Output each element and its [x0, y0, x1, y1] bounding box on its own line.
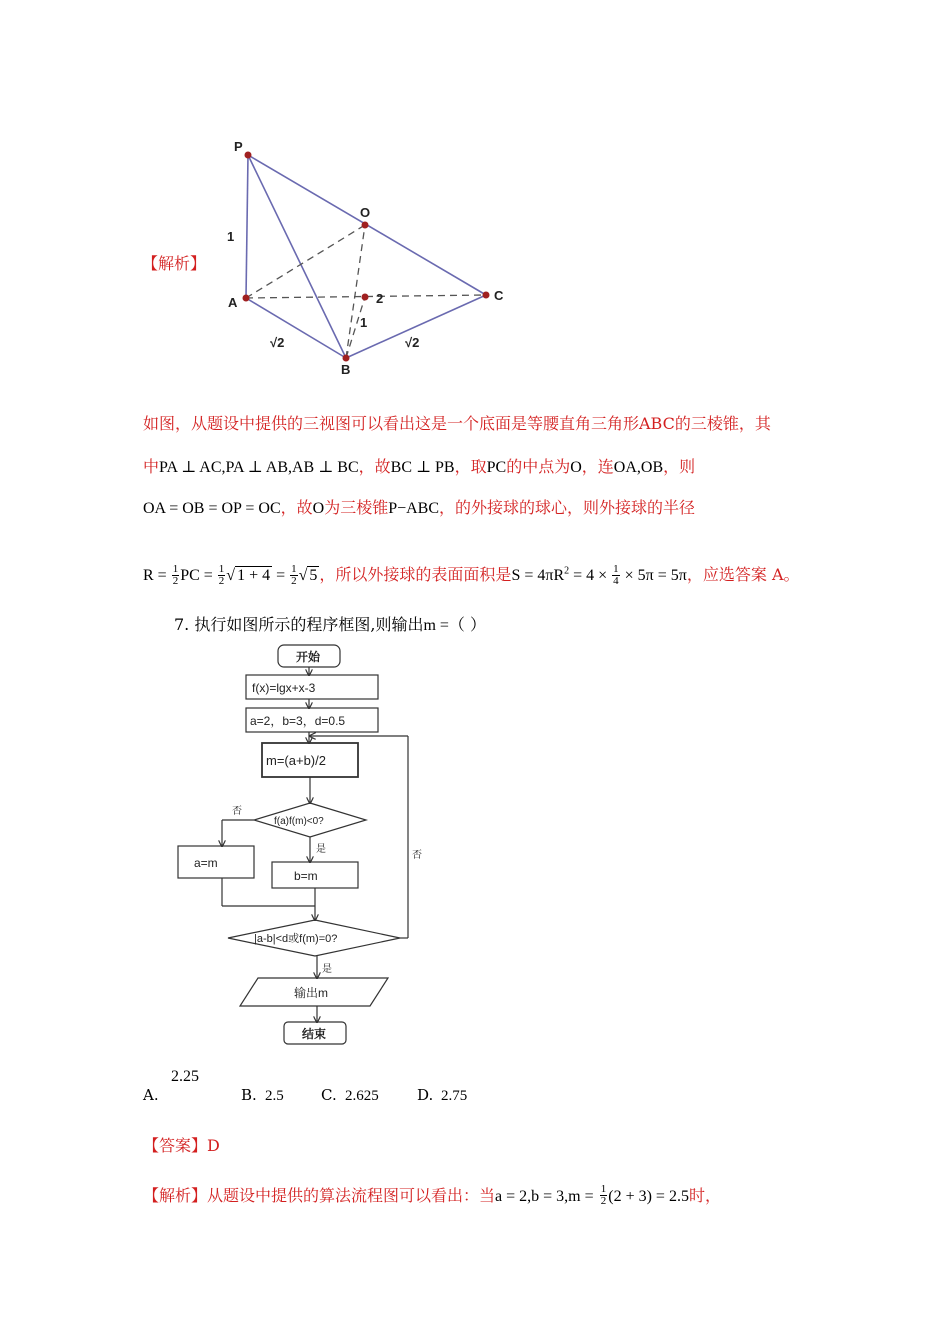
question-text: 7. 执行如图所示的程序框图,则输出	[174, 615, 424, 634]
label-o: O	[360, 205, 371, 220]
label-bc-length: √2	[405, 335, 420, 350]
fraction-quarter: $\frac{1}{4}$	[613, 562, 619, 587]
yes2-label: 是	[322, 964, 332, 975]
solution-tail: 时，	[688, 1186, 721, 1205]
no2-label: 否	[412, 850, 422, 861]
cond1-label: f(a)f(m)<0?	[274, 816, 324, 827]
yes1-label: 是	[316, 844, 326, 855]
mid-label: m=(a+b)/2	[266, 753, 326, 768]
analysis-text: ，的外接球的球心，则外接球的半径	[439, 498, 696, 517]
label-mid-length-h: 2	[376, 291, 384, 306]
analysis-line-1: 如图，从题设中提供的三视图可以看出这是一个底面是等腰直角三角形ABC的三棱锥，其	[143, 414, 771, 433]
surface-formula: S = 4πR	[511, 567, 565, 584]
analysis-text: 的中点为	[506, 457, 571, 476]
output-label: 输出m	[294, 986, 328, 1000]
fraction-half: $\frac{1}{2}$	[172, 562, 179, 587]
equals-four: = 4 ×	[573, 567, 608, 584]
analysis-text: ，连	[581, 457, 614, 476]
radicand-5: 5	[309, 567, 318, 584]
fraction-half: $\frac{1}{2}$	[291, 562, 297, 587]
edge-ob-dashed	[346, 225, 368, 358]
flowchart	[170, 640, 430, 1050]
analysis-text: ，取	[454, 457, 487, 476]
edge-pa	[246, 155, 248, 298]
option-b-label: B.	[241, 1086, 257, 1104]
analysis-text: ，故	[358, 457, 391, 476]
label-a: A	[228, 295, 238, 310]
analysis-math: PC	[486, 459, 507, 476]
analysis-line-4: R = $\frac{1}{2}$ PC = $\frac{1}{2}$ √ 1 + 4 = $\frac{1}{2}$ √ 5 ，所以外接球的表面面积是$S = 4\pi R^2 = 4$ × $\frac{1}{4}$ × 5π = 5π，应选答案 A。	[143, 562, 800, 587]
label-mid-length-v: 1	[360, 315, 368, 330]
analysis-math: OA,OB	[613, 459, 664, 476]
label-ab-length: √2	[270, 335, 285, 350]
option-b-value: 2.5	[265, 1088, 284, 1104]
pyramid-figure	[220, 135, 520, 380]
option-d-label: D.	[417, 1086, 434, 1104]
analysis-line-3	[143, 495, 695, 518]
vertex-a	[243, 295, 250, 302]
label-b: B	[341, 362, 351, 377]
vertex-b	[343, 355, 350, 362]
vertex-mid	[362, 294, 369, 301]
start-label: 开始	[296, 650, 321, 664]
option-a-value: 2.25	[171, 1068, 199, 1085]
analysis-text: 中	[143, 457, 160, 476]
options-row	[143, 1068, 543, 1108]
question-paren: （ ）	[448, 615, 487, 634]
radicand: 1 + 4	[237, 567, 271, 584]
fraction-half: $\frac{1}{2}$	[600, 1183, 607, 1207]
solution-line	[143, 1183, 721, 1208]
answer-line	[143, 1133, 220, 1156]
analysis-text: ，则	[663, 457, 696, 476]
label-c: C	[494, 288, 504, 303]
option-a-label: A.	[143, 1086, 159, 1104]
solution-math: (2 + 3) = 2.5	[608, 1188, 689, 1205]
surface-result: × 5π = 5π	[624, 567, 687, 584]
option-c-value: 2.625	[345, 1088, 379, 1104]
analysis-math: PA ⊥ AC,PA ⊥ AB,AB ⊥ BC	[159, 459, 359, 476]
edge-oa-dashed	[246, 225, 365, 298]
cond2-label: |a-b|<d或f(m)=0?	[254, 933, 338, 945]
no1-label: 否	[232, 806, 242, 817]
init-label: a=2，b=3，d=0.5	[250, 714, 346, 728]
superscript: 2	[564, 565, 570, 577]
analysis-math: P−ABC	[388, 500, 440, 517]
vertex-c	[483, 292, 490, 299]
analysis-text: ，所以外接球的表面面积是	[319, 565, 512, 584]
analysis-text: ，应选答案 A。	[686, 565, 800, 584]
analysis-text: 为三棱锥	[324, 498, 389, 517]
vertex-p	[245, 152, 252, 159]
analysis-text: ，故	[280, 498, 313, 517]
answer-tag: 【答案】	[143, 1136, 208, 1155]
analysis-math: O	[570, 459, 582, 476]
solution-tag: 【解析】	[143, 1186, 208, 1205]
pc-label: PC =	[180, 567, 213, 584]
analysis-math: BC ⊥ PB	[390, 459, 455, 476]
analysis-line-2	[143, 454, 695, 477]
equals: =	[276, 567, 286, 584]
solution-text: 从题设中提供的算法流程图可以看出：当	[207, 1186, 496, 1205]
question-7-stem	[174, 612, 486, 635]
question-math: m =	[423, 617, 449, 634]
answer-value: D	[207, 1136, 220, 1155]
solution-math: a = 2,b = 3,m =	[495, 1188, 594, 1205]
func-label: f(x)=lgx+x-3	[252, 681, 316, 695]
label-pa-length: 1	[227, 229, 235, 244]
end-label: 结束	[302, 1027, 327, 1041]
analysis-tag-top: 【解析】	[142, 254, 207, 273]
option-c-label: C.	[321, 1086, 337, 1104]
option-d-value: 2.75	[441, 1088, 468, 1104]
assign-b-label: b=m	[294, 869, 318, 883]
edge-pb	[248, 155, 346, 358]
analysis-math: O	[312, 500, 325, 517]
fraction-half: $\frac{1}{2}$	[218, 562, 225, 587]
analysis-math: OA = OB = OP = OC	[143, 500, 281, 517]
label-p: P	[234, 139, 243, 154]
radius-label: R =	[143, 567, 167, 584]
vertex-o	[362, 222, 369, 229]
assign-a-label: a=m	[194, 856, 218, 870]
